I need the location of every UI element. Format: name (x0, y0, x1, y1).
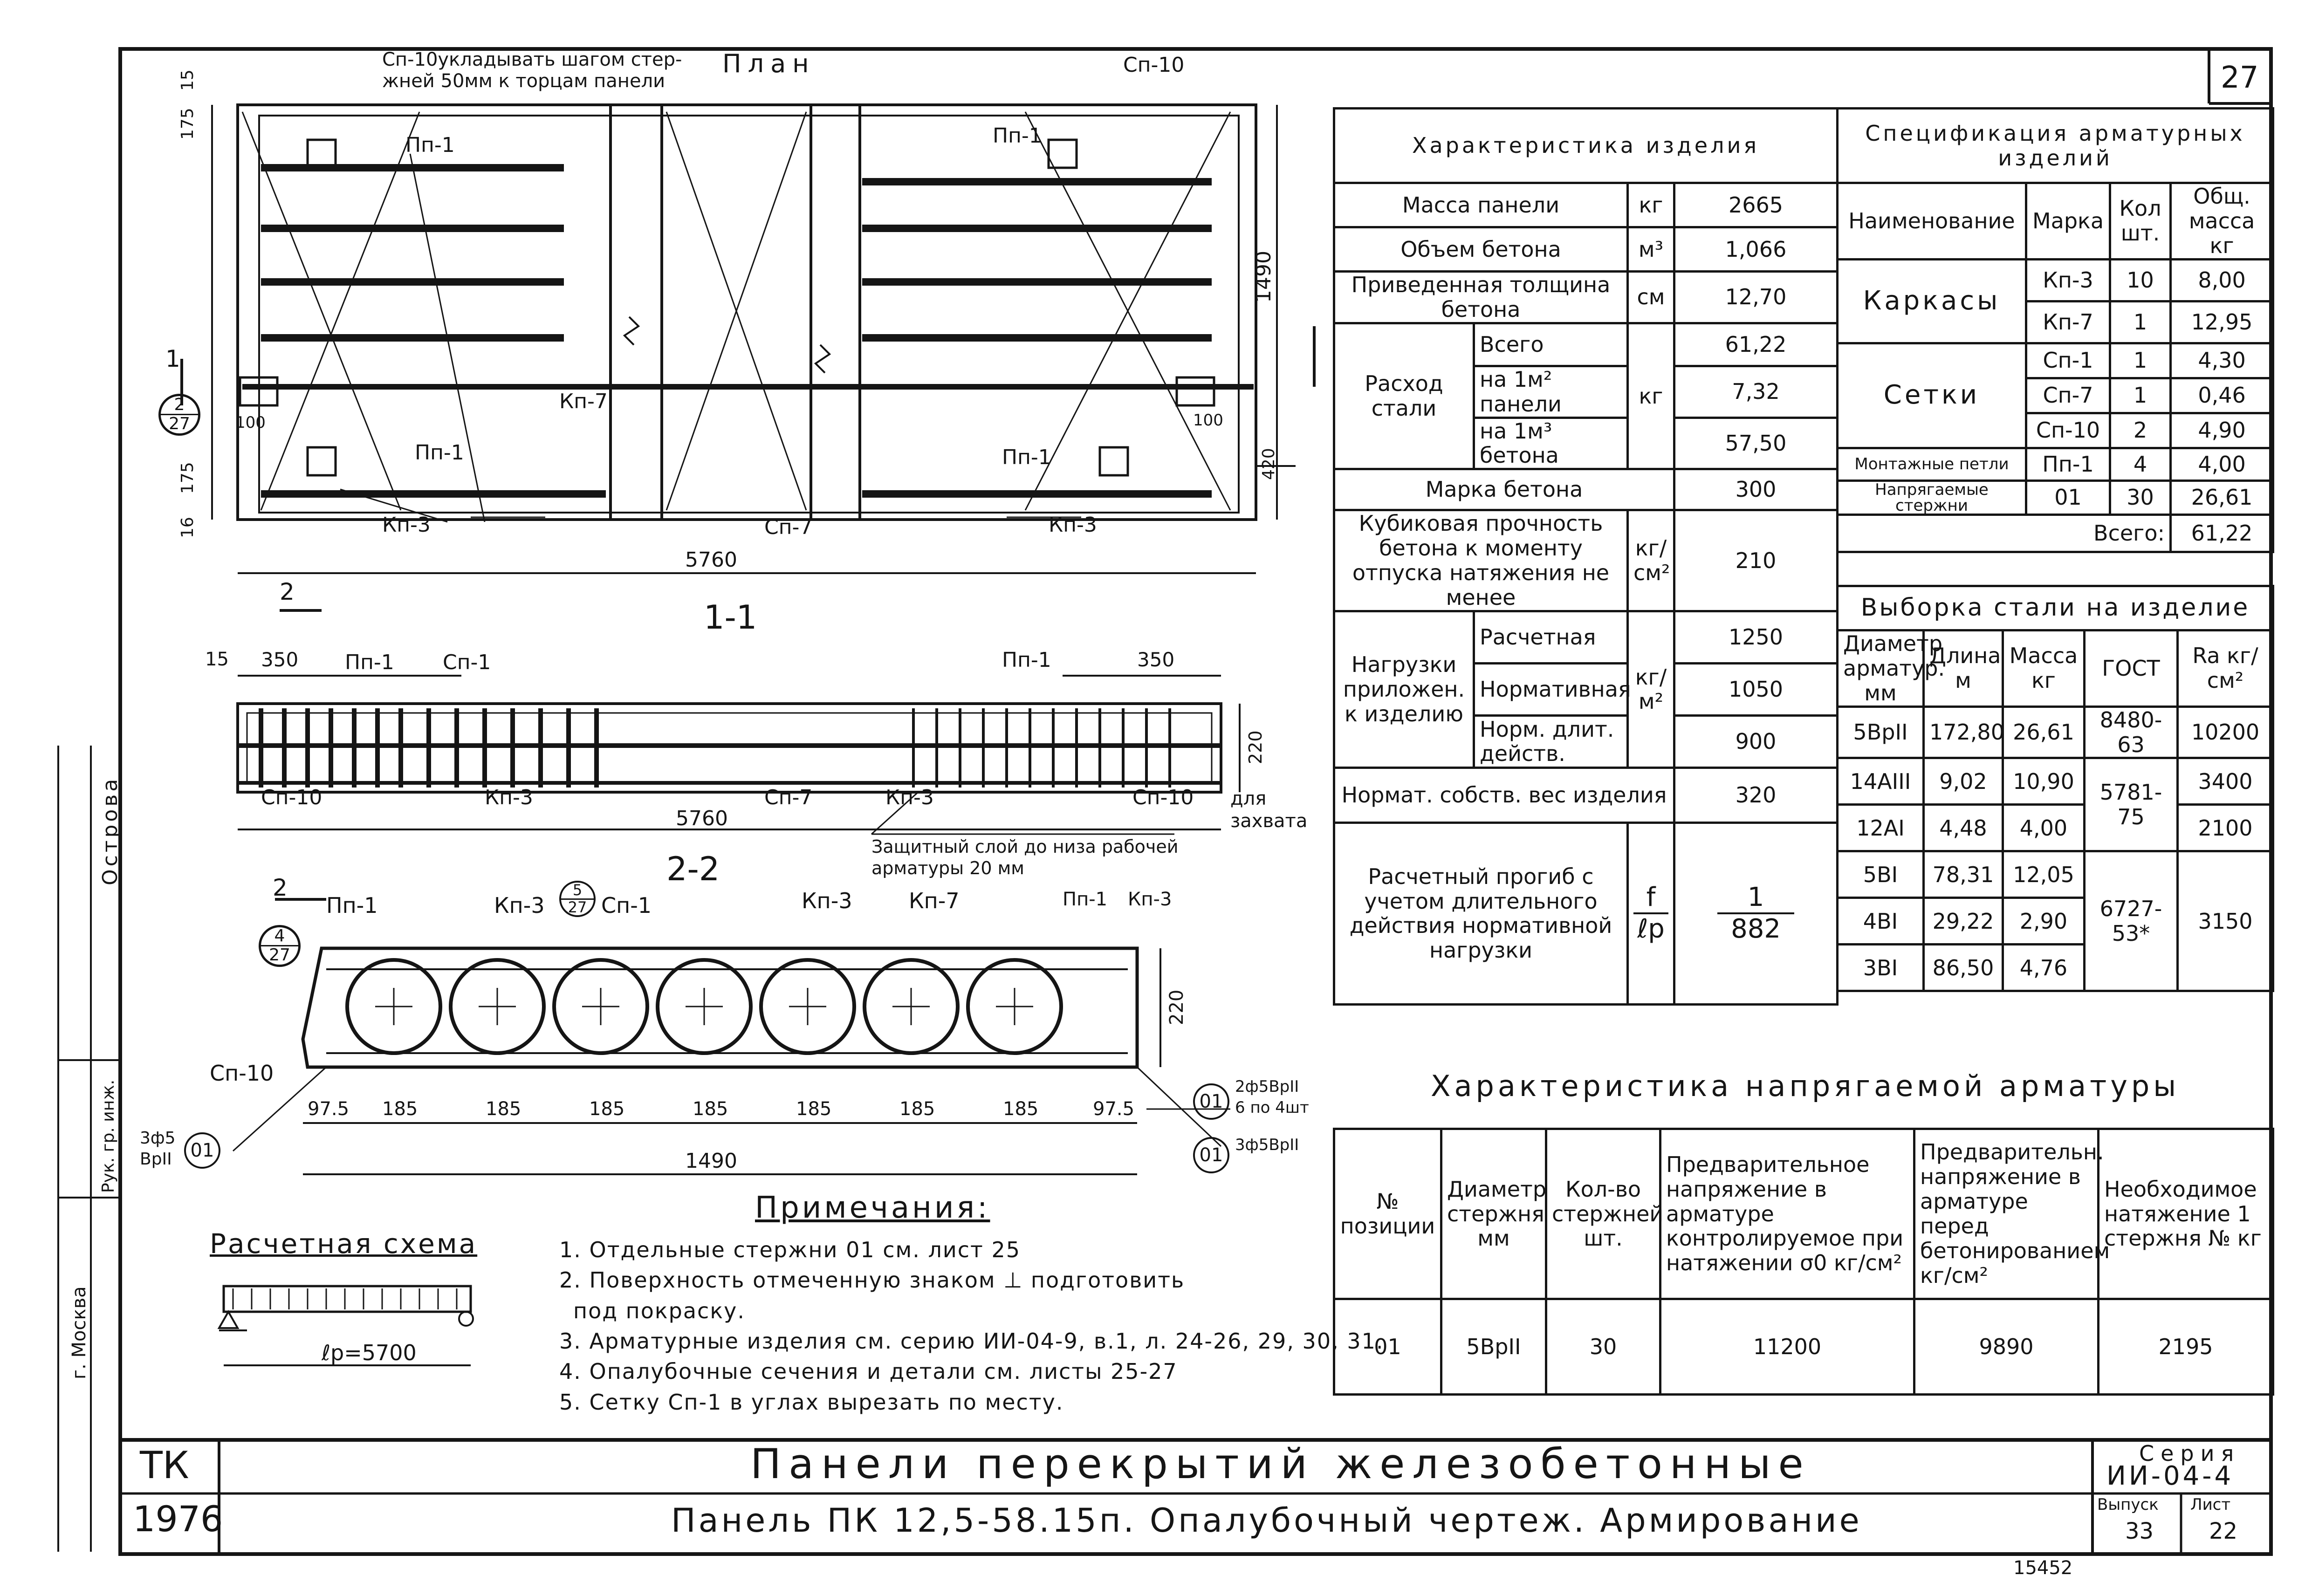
plan-view (182, 105, 1314, 610)
title-subtitle: Панель ПК 12,5-58.15п. Опалубочный чертеж. Армирование (671, 1501, 1862, 1540)
thickness-value: 12,70 (1674, 272, 1838, 323)
steel-title: Выборка стали на изделие (1838, 586, 2273, 630)
plan-label-sp7: Сп-7 (764, 515, 813, 539)
spec-total-label: Всего: (1838, 514, 2171, 552)
steel-cell-gost: 8480-63 (2085, 706, 2178, 758)
steel-cell-ra: 3150 (2178, 851, 2273, 991)
steel-h-length: Длина м (1924, 630, 2003, 707)
spec-cell-mark: Сп-1 (2026, 343, 2110, 378)
spec-h-mass: Общ. масса кг (2171, 183, 2273, 260)
spec-total-value: 61,22 (2171, 514, 2273, 552)
section1-cover-note: Защитный слой до низа рабочей арматуры 20 мм (871, 836, 1179, 878)
volume-label: Объем бетона (1334, 227, 1628, 272)
spec-cell-mass: 26,61 (2171, 480, 2273, 514)
steel-cell-mass: 10,90 (2003, 758, 2085, 805)
spec-group-name: Напрягаемые стержни (1838, 480, 2026, 514)
spec-row (1838, 259, 2273, 301)
loads-unit: кг/м² (1628, 611, 1674, 767)
section2-dim-last: 97.5 (1093, 1098, 1135, 1120)
plan-ref-circle (158, 394, 200, 436)
section2-label-pp1-a: Пп-1 (326, 893, 378, 918)
spec-cell-mark: Сп-7 (2026, 378, 2110, 413)
spec-cell-mark: Кп-3 (2026, 259, 2110, 301)
title-issue: 33 (2125, 1518, 2154, 1544)
prestress-h-before: Предварительн. напряжение в арматуре перед бетонированием кг/см² (1914, 1129, 2099, 1299)
page-number: 27 (2221, 61, 2259, 95)
load-design-value: 1250 (1674, 611, 1838, 663)
section1-title: 1-1 (704, 598, 757, 637)
prestress-ctrl: 11200 (1660, 1299, 1914, 1395)
section2-dim-step: 185 (796, 1098, 832, 1120)
spec-cell-mass: 8,00 (2171, 259, 2273, 301)
spec-h-name: Наименование (1838, 183, 2026, 260)
plan-label-kp3-b: Кп-3 (1049, 513, 1097, 537)
section1-label-sp1: Сп-1 (443, 651, 491, 674)
title-org: ТК (140, 1444, 189, 1487)
section1-dim-350a: 350 (261, 648, 299, 671)
section2-bar01-right1-label: 01 (1199, 1091, 1223, 1112)
steel-cell-diam: 4ВI (1838, 898, 1924, 945)
spec-table (1836, 107, 2274, 553)
section-1-1-view (238, 676, 1240, 834)
section1-label-sp7: Сп-7 (764, 786, 813, 809)
plan-label-kp3-a: Кп-3 (382, 513, 431, 537)
spec-group-name: Каркасы (1838, 259, 2026, 343)
deflection-unit-top: f (1633, 883, 1668, 914)
section2-dim-total: 1490 (685, 1149, 737, 1173)
scheme-hatch (233, 1288, 457, 1309)
section1-label-sp10-b: Сп-10 (1132, 786, 1194, 809)
prestress-qty: 30 (1546, 1299, 1660, 1395)
section2-dim-first: 97.5 (308, 1098, 350, 1120)
section2-label-kp3-a: Кп-3 (494, 893, 545, 918)
steel-total-value: 61,22 (1674, 323, 1838, 366)
footer-code: 15452 (2013, 1557, 2073, 1579)
deflection-value-bottom: 882 (1731, 914, 1781, 945)
self-weight-label: Нормат. собств. вес изделия (1334, 767, 1674, 822)
mass-value: 2665 (1674, 183, 1838, 227)
spec-row (1838, 448, 2273, 480)
steel-cell-length: 4,48 (1924, 805, 2003, 851)
spec-h-qty: Кол шт. (2110, 183, 2171, 260)
void-circles (347, 960, 1061, 1053)
section2-dim-step: 185 (589, 1098, 625, 1120)
steel-cell-diam: 12АI (1838, 805, 1924, 851)
spec-cell-mark: Сп-10 (2026, 413, 2110, 448)
plan-cut-2: 2 (280, 578, 295, 605)
section2-dim-step: 185 (486, 1098, 521, 1120)
plan-dim-length: 5760 (685, 548, 737, 572)
section2-ref5-num: 5 (572, 881, 583, 899)
note-item: 2. Поверхность отмеченную знаком ⊥ подготовить (559, 1267, 1185, 1293)
section2-dim-step: 185 (382, 1098, 418, 1120)
title-main: Панели перекрытий железобетонные (750, 1440, 1811, 1488)
plan-label-sp10: Сп-10 (1123, 53, 1185, 77)
spec-row (1838, 480, 2273, 514)
steel-h-diam: Диаметр арматур. мм (1838, 630, 1924, 707)
mass-label: Масса панели (1334, 183, 1628, 227)
section2-label-sp1: Сп-1 (601, 893, 652, 918)
section2-label-kp7: Кп-7 (909, 888, 960, 913)
steel-cell-mass: 12,05 (2003, 851, 2085, 898)
prestress-title: Характеристика напрягаемой арматуры (1431, 1069, 2180, 1103)
plan-dim-175a: 175 (178, 108, 197, 140)
steel-table (1836, 585, 2274, 992)
notes-list (559, 1235, 1384, 1418)
plan-label-pp1-c: Пп-1 (993, 124, 1042, 148)
spec-cell-mass: 4,90 (2171, 413, 2273, 448)
spec-cell-mass: 4,00 (2171, 448, 2273, 480)
steel-cell-gost: 6727-53* (2085, 851, 2178, 991)
section1-label-pp1-b: Пп-1 (1002, 648, 1051, 672)
steel-cell-ra: 10200 (2178, 706, 2273, 758)
section1-dim-length: 5760 (676, 807, 728, 830)
note-item: 4. Опалубочные сечения и детали см. листы 25-27 (559, 1359, 1178, 1384)
spec-cell-mark: 01 (2026, 480, 2110, 514)
spec-cell-mark: Пп-1 (2026, 448, 2110, 480)
characteristics-table (1333, 107, 1839, 1006)
steel-cell-diam: 5ВI (1838, 851, 1924, 898)
spec-cell-qty: 30 (2110, 480, 2171, 514)
steel-cell-ra: 2100 (2178, 805, 2273, 851)
steel-row (1838, 706, 2273, 758)
section2-bar01-left-note1: 3ф5 (140, 1129, 176, 1148)
stamp-name: Острова (98, 776, 122, 885)
steel-label: Расход стали (1334, 323, 1474, 469)
self-weight-value: 320 (1674, 767, 1838, 822)
prestress-pos: 01 (1334, 1299, 1441, 1395)
section1-label-kp3-a: Кп-3 (485, 786, 533, 809)
title-issue-label: Выпуск (2097, 1495, 2159, 1514)
load-design-label: Расчетная (1474, 611, 1628, 663)
steel-cell-mass: 4,76 (2003, 945, 2085, 991)
scheme-span: ℓр=5700 (322, 1340, 417, 1365)
section2-dim-220: 220 (1166, 989, 1187, 1025)
steel-cell-mass: 2,90 (2003, 898, 2085, 945)
spec-group-name: Сетки (1838, 343, 2026, 448)
plan-dim-100b: 100 (1193, 411, 1223, 430)
plan-dim-100a: 100 (235, 413, 266, 432)
section1-dim-220: 220 (1245, 730, 1266, 764)
prestress-tension: 2195 (2099, 1299, 2273, 1395)
section2-label-kp3-c: Кп-3 (1128, 889, 1172, 910)
steel-m3-label: на 1м³ бетона (1474, 418, 1628, 469)
section2-bar01-left-note2: ВрII (140, 1150, 172, 1169)
spec-cell-qty: 2 (2110, 413, 2171, 448)
section2-bar01-right2-note: 3ф5ВрII (1235, 1136, 1299, 1154)
section2-ref5-sheet: 27 (561, 898, 594, 916)
spec-cell-qty: 1 (2110, 343, 2171, 378)
plan-ref-sheet: 27 (161, 414, 198, 433)
section1-label-pp1-a: Пп-1 (345, 651, 394, 674)
plan-dim-15: 15 (178, 69, 197, 91)
steel-cell-length: 9,02 (1924, 758, 2003, 805)
cube-unit: кг/см² (1628, 510, 1674, 611)
section-2-2-view (233, 899, 1230, 1174)
stamp-role: Рук. гр. инж. (99, 1079, 118, 1193)
steel-cell-length: 86,50 (1924, 945, 2003, 991)
plan-cut-1: 1 (165, 345, 180, 372)
deflection-unit-bottom: ℓр (1637, 914, 1665, 945)
spec-h-mark: Марка (2026, 183, 2110, 260)
steel-cell-mass: 4,00 (2003, 805, 2085, 851)
plan-dim-width: 1490 (1252, 251, 1276, 303)
section2-bar01-right2-label: 01 (1199, 1144, 1223, 1166)
section2-ref-num: 4 (274, 926, 285, 945)
title-series: ИИ-04-4 (2106, 1461, 2234, 1491)
section2-ref-sheet: 27 (261, 945, 298, 964)
plan-dim-16: 16 (178, 517, 197, 538)
plan-label-pp1-a: Пп-1 (405, 133, 455, 157)
steel-cell-diam: 14АIII (1838, 758, 1924, 805)
steel-cell-length: 78,31 (1924, 851, 2003, 898)
thickness-label: Приведенная толщина бетона (1334, 272, 1628, 323)
spec-group-name: Монтажные петли (1838, 448, 2026, 480)
spec-cell-qty: 1 (2110, 378, 2171, 413)
steel-cell-length: 29,22 (1924, 898, 2003, 945)
volume-unit: м³ (1628, 227, 1674, 272)
plan-label-kp7: Кп-7 (559, 390, 608, 413)
characteristics-title: Характеристика изделия (1334, 109, 1838, 183)
section2-bar01-left-label: 01 (190, 1140, 214, 1161)
title-year: 1976 (133, 1498, 223, 1540)
prestress-h-diam: Диаметр стержня мм (1441, 1129, 1546, 1299)
section2-cut-2: 2 (273, 874, 288, 901)
load-norm-label: Нормативная (1474, 663, 1628, 715)
section2-dim-step: 185 (693, 1098, 728, 1120)
mass-unit: кг (1628, 183, 1674, 227)
section2-label-kp3-b: Кп-3 (802, 888, 852, 913)
steel-unit: кг (1628, 323, 1674, 469)
note-item: под покраску. (573, 1298, 745, 1323)
section2-bar01-right2 (1193, 1137, 1229, 1173)
grade-value: 300 (1674, 469, 1838, 510)
grade-label: Марка бетона (1334, 469, 1674, 510)
cube-label: Кубиковая прочность бетона к моменту отпуска натяжения не менее (1334, 510, 1628, 611)
spec-cell-qty: 1 (2110, 301, 2171, 343)
section1-grip-note: для захвата (1230, 788, 1308, 832)
section2-label-pp1-b: Пп-1 (1063, 889, 1108, 910)
section2-ref-circle (259, 925, 301, 967)
section2-dim-step: 185 (1003, 1098, 1039, 1120)
section2-bar01-right1 (1193, 1083, 1229, 1120)
prestress-h-ctrl: Предварительное напряжение в арматуре контролируемое при натяжении σ0 кг/см² (1660, 1129, 1914, 1299)
deflection-unit (1628, 822, 1674, 1004)
steel-cell-diam: 5ВрII (1838, 706, 1924, 758)
steel-cell-length: 172,80 (1924, 706, 2003, 758)
section2-dim-step: 185 (899, 1098, 935, 1120)
steel-row (1838, 851, 2273, 898)
steel-h-ra: Ra кг/см² (2178, 630, 2273, 707)
note-item: 5. Сетку Сп-1 в углах вырезать по месту. (559, 1389, 1064, 1415)
spec-cell-qty: 10 (2110, 259, 2171, 301)
deflection-value-top: 1 (1717, 883, 1794, 914)
prestress-h-tension: Необходимое натяжение 1 стержня № кг (2099, 1129, 2273, 1299)
spec-cell-mass: 12,95 (2171, 301, 2273, 343)
steel-cell-ra: 3400 (2178, 758, 2273, 805)
section1-label-kp3-b: Кп-3 (885, 786, 934, 809)
prestress-h-pos: № позиции (1334, 1129, 1441, 1299)
deflection-label: Расчетный прогиб с учетом длительного действия нормативной нагрузки (1334, 822, 1628, 1004)
load-long-value: 900 (1674, 715, 1838, 767)
plan-dim-175b: 175 (178, 462, 197, 494)
spec-cell-mark: Кп-7 (2026, 301, 2110, 343)
section2-bar01-left (184, 1132, 220, 1169)
plan-ref-num: 2 (174, 395, 185, 414)
steel-m2-value: 7,32 (1674, 366, 1838, 418)
spec-row (1838, 343, 2273, 378)
section1-dim-350b: 350 (1137, 648, 1175, 671)
steel-cell-mass: 26,61 (2003, 706, 2085, 758)
spec-title: Спецификация арматурных изделий (1838, 109, 2273, 183)
load-long-label: Норм. длит. действ. (1474, 715, 1628, 767)
steel-h-mass: Масса кг (2003, 630, 2085, 707)
plan-dim-420: 420 (1259, 448, 1278, 480)
prestress-diam: 5ВрII (1441, 1299, 1546, 1395)
spec-cell-mass: 4,30 (2171, 343, 2273, 378)
section2-ref5-circle (559, 881, 596, 917)
thickness-unit: см (1628, 272, 1674, 323)
scheme-title: Расчетная схема (210, 1228, 478, 1260)
prestress-h-qty: Кол-во стержней шт. (1546, 1129, 1660, 1299)
title-series-label: Серия (2139, 1441, 2241, 1466)
plan-title: План (722, 49, 816, 78)
plan-note: Сп-10укладывать шагом стер-жней 50мм к торцам панели (382, 49, 682, 92)
cube-value: 210 (1674, 510, 1838, 611)
section2-bar01-right1-note2: 6 по 4шт (1235, 1098, 1309, 1117)
section2-label-sp10: Сп-10 (210, 1061, 274, 1086)
section1-label-sp10-a: Сп-10 (261, 786, 322, 809)
steel-total-label: Всего (1474, 323, 1628, 366)
steel-row (1838, 805, 2273, 851)
section1-dim-15: 15 (205, 649, 229, 670)
spec-cell-qty: 4 (2110, 448, 2171, 480)
spec-cell-mass: 0,46 (2171, 378, 2273, 413)
steel-row (1838, 758, 2273, 805)
title-sheet-label: Лист (2190, 1495, 2231, 1514)
section2-bar01-right1-note1: 2ф5ВрII (1235, 1077, 1299, 1096)
prestress-table (1333, 1128, 2274, 1396)
note-item: 3. Арматурные изделия см. серию ИИ-04-9, в.1, л. 24-26, 29, 30, 31. (559, 1328, 1384, 1354)
loads-label: Нагрузки приложен. к изделию (1334, 611, 1474, 767)
steel-h-gost: ГОСТ (2085, 630, 2178, 707)
load-norm-value: 1050 (1674, 663, 1838, 715)
section2-title: 2-2 (666, 850, 720, 888)
stamp-org: г. Москва (69, 1286, 90, 1379)
plan-label-pp1-d: Пп-1 (1002, 445, 1051, 469)
steel-cell-gost: 5781-75 (2085, 758, 2178, 851)
deflection-value (1674, 822, 1838, 1004)
plan-label-pp1-b: Пп-1 (415, 441, 464, 465)
steel-m2-label: на 1м² панели (1474, 366, 1628, 418)
steel-m3-value: 57,50 (1674, 418, 1838, 469)
prestress-before: 9890 (1914, 1299, 2099, 1395)
notes-title: Примечания: (755, 1191, 990, 1225)
steel-cell-diam: 3ВI (1838, 945, 1924, 991)
title-sheet: 22 (2209, 1518, 2238, 1544)
note-item: 1. Отдельные стержни 01 см. лист 25 (559, 1237, 1021, 1262)
volume-value: 1,066 (1674, 227, 1838, 272)
